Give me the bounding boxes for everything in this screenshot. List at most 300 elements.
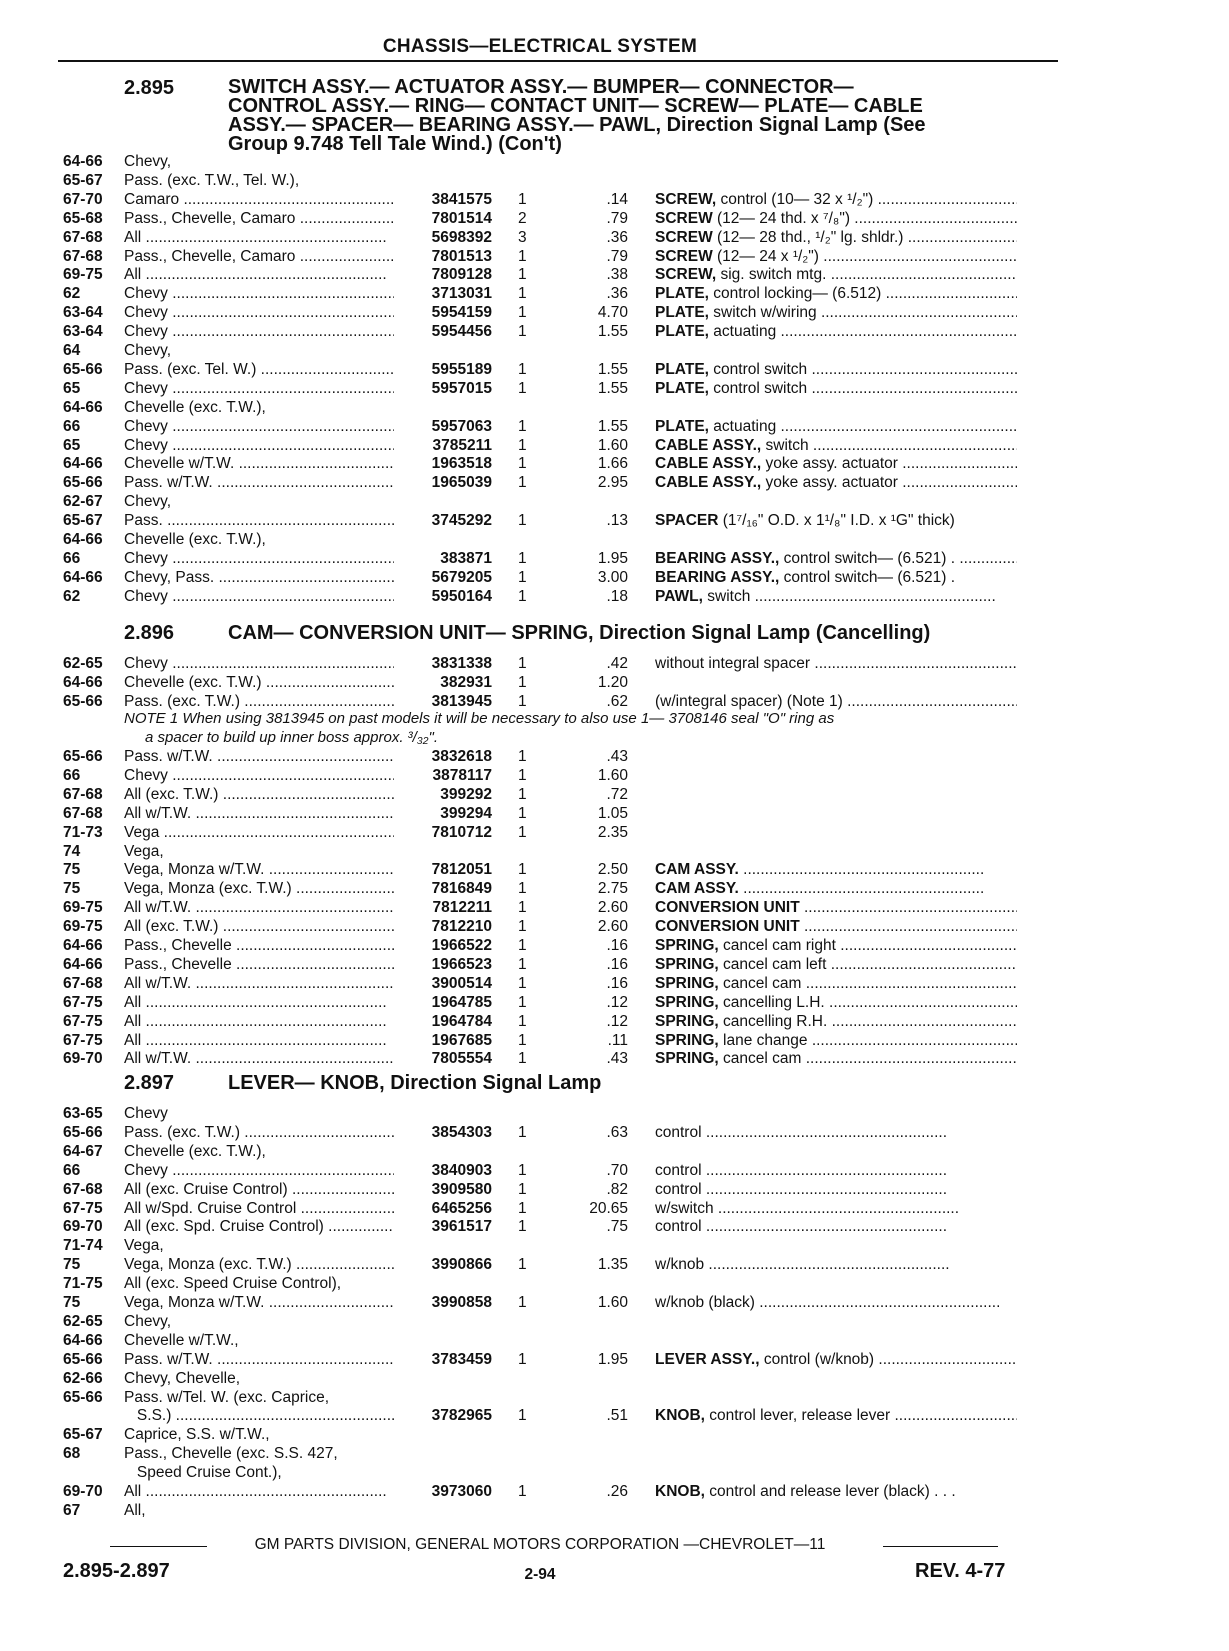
quantity: 1	[518, 285, 527, 303]
quantity: 1	[518, 379, 527, 397]
quantity: 1	[518, 247, 527, 265]
application: All w/T.W. .....	[124, 974, 394, 993]
part-name: PAWL,	[655, 587, 703, 605]
price: 1.35	[597, 1256, 628, 1274]
model-years: 65-66	[63, 748, 103, 765]
quantity: 1	[518, 655, 527, 672]
description	[655, 303, 1017, 322]
price: 2.35	[597, 823, 628, 841]
description	[655, 587, 1017, 606]
application: Chevy .....	[124, 284, 394, 303]
title-line: SWITCH ASSY.— ACTUATOR ASSY.— BUMPER— CONNECTOR—	[228, 76, 854, 98]
model-years: 69-70	[63, 1483, 103, 1500]
quantity: 2	[518, 209, 527, 227]
part-name: CABLE ASSY.,	[655, 474, 762, 492]
application: Vega,	[124, 1237, 164, 1255]
part-number: 3813945	[431, 692, 492, 710]
price: .43	[606, 1050, 628, 1068]
part-name: LEVER ASSY.,	[655, 1350, 760, 1368]
quantity: 1	[518, 1199, 527, 1217]
application: Speed Cruise Cont.),	[124, 1464, 282, 1482]
part-detail: (w/integral spacer) (Note 1)	[655, 692, 843, 710]
model-years: 63-64	[63, 304, 103, 322]
application: All (exc. Spd. Cruise Control) .....	[124, 1217, 394, 1236]
quantity: 1	[518, 955, 527, 973]
section-2895-number: 2.895	[124, 77, 175, 99]
price: .79	[606, 209, 628, 227]
quantity: 1	[518, 804, 527, 822]
model-years: 68	[63, 1445, 81, 1463]
part-number: 399294	[440, 804, 492, 822]
model-years: 62-67	[63, 493, 103, 511]
quantity: 1	[518, 993, 527, 1011]
part-detail: control switch	[708, 379, 808, 397]
quantity: 1	[518, 587, 527, 605]
description	[655, 879, 1017, 898]
quantity: 1	[518, 512, 527, 530]
part-number: 3785211	[432, 436, 492, 454]
part-name: SCREW,	[655, 190, 717, 208]
part-number: 3745292	[431, 512, 492, 530]
price: .12	[606, 1012, 628, 1030]
model-years: 69-70	[63, 1050, 103, 1068]
quantity: 1	[518, 673, 527, 691]
model-years: 69-75	[63, 266, 103, 284]
part-detail: yoke assy. actuator	[761, 474, 898, 492]
quantity: 1	[518, 937, 527, 954]
description	[655, 473, 1017, 492]
model-years: 65-66	[63, 1123, 103, 1141]
part-detail: control (10— 32 x ¹/₂")	[716, 190, 874, 208]
quantity: 1	[518, 474, 527, 492]
price: .11	[607, 1031, 628, 1049]
price: 2.60	[597, 918, 628, 936]
application: Chevy .....	[124, 379, 394, 398]
part-detail: control (w/knob)	[759, 1350, 875, 1368]
part-number: 5957063	[431, 417, 492, 435]
price: .16	[606, 937, 628, 954]
part-detail: cancelling L.H.	[718, 993, 825, 1011]
application: Vega, Monza (exc. T.W.) .....	[124, 879, 394, 898]
price: .79	[606, 247, 628, 265]
application: Chevy .....	[124, 1161, 394, 1180]
model-years: 64-66	[63, 153, 103, 170]
application: Pass. w/Tel. W. (exc. Caprice,	[124, 1388, 329, 1406]
part-number: 5954456	[431, 323, 492, 341]
application: All .....	[124, 1031, 394, 1050]
part-number: 1966523	[431, 955, 492, 973]
quantity: 1	[518, 549, 527, 567]
quantity: 1	[518, 266, 527, 284]
model-years: 64-67	[63, 1142, 103, 1160]
application: Pass. (exc. Tel. W.) .....	[124, 360, 394, 379]
price: .16	[606, 974, 628, 992]
part-detail: switch w/wiring	[708, 304, 817, 322]
footer-revision: REV. 4-77	[915, 1560, 1006, 1582]
application: All .....	[124, 265, 394, 284]
model-years: 67-75	[63, 1199, 103, 1217]
application: Chevy,	[124, 493, 172, 511]
application: Pass. (exc. T.W.) .....	[124, 1123, 394, 1142]
quantity: 1	[518, 692, 527, 710]
part-number: 3878117	[432, 766, 492, 784]
part-detail: sig. switch mtg.	[716, 266, 827, 284]
description	[655, 917, 1017, 936]
part-detail: control lever, release lever	[704, 1407, 891, 1425]
application: All w/T.W. .....	[124, 804, 394, 823]
model-years: 65-67	[63, 512, 103, 530]
part-detail: cancel cam	[718, 1050, 802, 1068]
model-years: 66	[63, 1161, 81, 1179]
part-detail: (12— 24 x ¹/₂")	[712, 247, 819, 265]
part-name: CABLE ASSY.,	[655, 436, 762, 454]
application: Pass. (exc. T.W.) .....	[124, 692, 394, 711]
part-detail: w/knob	[655, 1256, 705, 1274]
application: All (exc. T.W.) .....	[124, 785, 394, 804]
model-years: 64	[63, 342, 81, 359]
application: Chevelle (exc. T.W.),	[124, 398, 266, 416]
part-name: SCREW,	[655, 266, 717, 284]
section-2897-title: LEVER— KNOB, Direction Signal Lamp	[228, 1072, 602, 1094]
part-number: 3961517	[431, 1218, 492, 1236]
part-number: 382931	[440, 673, 492, 691]
part-number: 3782965	[431, 1407, 492, 1425]
title-line: ASSY.— SPACER— BEARING ASSY.— PAWL, Direction Signal Lamp (See	[228, 114, 926, 136]
description	[655, 1406, 1017, 1425]
price: 1.95	[597, 549, 628, 567]
application: Camaro .....	[124, 190, 394, 209]
description	[655, 1350, 1017, 1369]
section-2896-number: 2.896	[124, 622, 175, 644]
part-name: CONVERSION UNIT	[655, 918, 800, 936]
application: Chevelle (exc. T.W.),	[124, 531, 266, 548]
part-number: 3990858	[431, 1294, 492, 1311]
part-detail: lane change	[718, 1031, 808, 1049]
model-years: 67-68	[63, 804, 103, 822]
model-years: 65	[63, 436, 81, 454]
price: .42	[606, 655, 628, 672]
description	[655, 654, 1017, 673]
quantity: 1	[518, 1161, 527, 1179]
section-2896-title: CAM— CONVERSION UNIT— SPRING, Direction Signal Lamp (Cancelling)	[228, 622, 931, 644]
part-detail: control	[655, 1218, 702, 1236]
price: 1.95	[597, 1350, 628, 1368]
description	[655, 511, 1017, 530]
part-detail: switch	[761, 436, 809, 454]
quantity: 1	[518, 1483, 527, 1500]
part-detail: control locking— (6.512)	[708, 285, 882, 303]
part-name: SPRING,	[655, 1031, 719, 1049]
part-name: SCREW	[655, 247, 713, 265]
part-name: SCREW	[655, 209, 713, 227]
model-years: 65-67	[63, 1426, 103, 1444]
model-years: 64-66	[63, 455, 103, 473]
application: All .....	[124, 1012, 394, 1031]
model-years: 64-66	[63, 673, 103, 691]
quantity: 1	[518, 360, 527, 378]
application: Chevelle w/T.W. .....	[124, 454, 394, 473]
part-detail: control	[655, 1161, 702, 1179]
quantity: 1	[518, 766, 527, 784]
application: Pass., Chevelle, Camaro .....	[124, 247, 394, 266]
model-years: 62	[63, 285, 81, 303]
description	[655, 1199, 1017, 1218]
part-number: 5957015	[431, 379, 492, 397]
note-line: a spacer to build up inner boss approx. ³/₃₂".	[145, 729, 438, 746]
application: Vega, Monza w/T.W. .....	[124, 1293, 394, 1312]
part-number: 6465256	[431, 1199, 492, 1217]
part-name: BEARING ASSY.,	[655, 549, 780, 567]
part-detail: cancel cam right	[718, 937, 836, 954]
application: Pass. (exc. T.W., Tel. W.),	[124, 171, 300, 189]
description	[655, 322, 1017, 341]
price: 1.55	[597, 379, 628, 397]
part-number: 3854303	[431, 1123, 492, 1141]
description	[655, 436, 1017, 455]
application: Chevy,	[124, 342, 172, 359]
application: Chevy,	[124, 1312, 172, 1330]
price: .51	[606, 1407, 628, 1425]
model-years: 65-68	[63, 209, 103, 227]
model-years: 67-68	[63, 974, 103, 992]
application: Chevelle (exc. T.W.) .....	[124, 673, 394, 692]
part-detail: cancel cam	[718, 974, 802, 992]
application: Chevy .....	[124, 436, 394, 455]
part-number: 1964785	[431, 993, 492, 1011]
price: .14	[606, 190, 628, 208]
part-number: 7812051	[431, 861, 492, 879]
application: All (exc. Speed Cruise Control),	[124, 1275, 342, 1293]
page-title: CHASSIS—ELECTRICAL SYSTEM	[382, 36, 698, 57]
part-name: SPRING,	[655, 1050, 719, 1068]
price: 1.55	[597, 417, 628, 435]
part-number: 7816849	[431, 880, 492, 898]
description	[655, 228, 1017, 247]
model-years: 67-68	[63, 228, 103, 246]
part-detail: control	[655, 1123, 702, 1141]
description	[655, 568, 1017, 587]
model-years: 67-68	[63, 247, 103, 265]
price: .63	[606, 1123, 628, 1141]
model-years: 65-66	[63, 692, 103, 710]
part-number: 7809128	[431, 266, 492, 284]
part-number: 7810712	[431, 823, 492, 841]
part-detail: cancel cam left	[718, 955, 827, 973]
application: Pass., Chevelle, Camaro .....	[124, 209, 394, 228]
description	[655, 1293, 1017, 1312]
quantity: 1	[518, 1031, 527, 1049]
price: 1.55	[597, 360, 628, 378]
application: Pass. w/T.W. .....	[124, 747, 394, 766]
quantity: 1	[518, 304, 527, 322]
part-detail: control and release lever (black) . . .	[704, 1483, 956, 1500]
description	[655, 190, 1017, 209]
application: Vega, Monza w/T.W. .....	[124, 860, 394, 879]
model-years: 67	[63, 1501, 81, 1519]
model-years: 64-66	[63, 398, 103, 416]
quantity: 1	[518, 1123, 527, 1141]
part-detail: w/switch	[655, 1199, 714, 1217]
part-name: SPACER	[655, 512, 719, 530]
model-years: 66	[63, 417, 81, 435]
description	[655, 265, 1017, 284]
description	[655, 955, 1017, 974]
application: All (exc. T.W.) .....	[124, 917, 394, 936]
application: Chevy, Chevelle,	[124, 1369, 241, 1387]
price: .70	[606, 1161, 628, 1179]
price: 4.70	[597, 304, 628, 322]
part-number: 3783459	[431, 1350, 492, 1368]
section-2897-number: 2.897	[124, 1072, 175, 1094]
part-number: 3841575	[431, 190, 492, 208]
description	[655, 1255, 1017, 1274]
model-years: 62-65	[63, 1312, 103, 1330]
model-years: 67-75	[63, 1031, 103, 1049]
part-detail: control switch	[708, 360, 808, 378]
part-number: 7812210	[431, 918, 492, 936]
model-years: 67-75	[63, 1012, 103, 1030]
model-years: 67-70	[63, 190, 103, 208]
footer-publisher: GM PARTS DIVISION, GENERAL MOTORS CORPORATION —CHEVROLET—11	[254, 1536, 826, 1553]
description	[655, 454, 1017, 473]
price: .26	[606, 1483, 628, 1500]
part-detail: yoke assy. actuator	[761, 455, 898, 473]
application: Chevy .....	[124, 587, 394, 606]
model-years: 75	[63, 1294, 81, 1311]
application: Chevy .....	[124, 322, 394, 341]
description	[655, 247, 1017, 266]
application: Pass. w/T.W. .....	[124, 1350, 394, 1369]
application: Pass., Chevelle .....	[124, 936, 394, 955]
part-number: 3973060	[431, 1483, 492, 1500]
part-name: PLATE,	[655, 360, 709, 378]
part-number: 3840903	[431, 1161, 492, 1179]
footer-page-number: 2-94	[524, 1566, 556, 1583]
price: 1.60	[597, 436, 628, 454]
title-line: CONTROL ASSY.— RING— CONTACT UNIT— SCREW— PLATE— CABLE	[228, 95, 923, 117]
application: Caprice, S.S. w/T.W.,	[124, 1426, 270, 1444]
part-number: 3832618	[431, 748, 492, 765]
part-number: 7812211	[432, 899, 492, 917]
model-years: 63-64	[63, 323, 103, 341]
price: .75	[606, 1218, 628, 1236]
part-name: KNOB,	[655, 1483, 705, 1500]
model-years: 69-75	[63, 899, 103, 917]
part-number: 5955189	[431, 360, 492, 378]
quantity: 1	[518, 918, 527, 936]
price: 3.00	[597, 568, 628, 586]
part-number: 5954159	[431, 304, 492, 322]
part-detail: switch	[702, 587, 751, 605]
model-years: 66	[63, 549, 81, 567]
description	[655, 993, 1017, 1012]
quantity: 1	[518, 323, 527, 341]
price: 1.55	[597, 323, 628, 341]
part-number: 7805554	[431, 1050, 492, 1068]
description	[655, 1217, 1017, 1236]
model-years: 69-75	[63, 918, 103, 936]
description	[655, 379, 1017, 398]
quantity: 1	[518, 1218, 527, 1236]
part-number: 1966522	[431, 937, 492, 954]
description	[655, 549, 1017, 568]
description	[655, 898, 1017, 917]
model-years: 63-65	[63, 1105, 103, 1122]
application: Vega, Monza (exc. T.W.) .....	[124, 1255, 394, 1274]
section-2895-title	[228, 78, 1028, 154]
price: .12	[606, 993, 628, 1011]
part-name: BEARING ASSY.,	[655, 568, 780, 586]
price: 1.20	[597, 673, 628, 691]
model-years: 75	[63, 861, 81, 879]
model-years: 64-66	[63, 1331, 103, 1349]
part-detail: cancelling R.H.	[718, 1012, 828, 1030]
part-number: 1965039	[431, 474, 492, 492]
description	[655, 1180, 1017, 1199]
application: Chevy .....	[124, 549, 394, 568]
application: Chevy .....	[124, 766, 394, 785]
description	[655, 692, 1017, 711]
quantity: 1	[518, 1256, 527, 1274]
model-years: 65-66	[63, 1350, 103, 1368]
application: Chevelle w/T.W.,	[124, 1331, 239, 1349]
part-name: SPRING,	[655, 993, 719, 1011]
part-name: SCREW	[655, 228, 713, 246]
part-detail: control switch— (6.521) .	[779, 549, 956, 567]
application: Vega .....	[124, 823, 394, 842]
part-detail: without integral spacer	[655, 655, 811, 672]
application: All (exc. Cruise Control) .....	[124, 1180, 394, 1199]
application: Chevy .....	[124, 654, 394, 673]
price: 1.66	[597, 455, 628, 473]
price: 2.75	[597, 880, 628, 898]
price: .36	[606, 285, 628, 303]
quantity: 1	[518, 436, 527, 454]
quantity: 1	[518, 748, 527, 765]
model-years: 66	[63, 766, 81, 784]
price: 2.60	[597, 899, 628, 917]
part-name: PLATE,	[655, 323, 709, 341]
model-years: 69-70	[63, 1218, 103, 1236]
application: Chevy,	[124, 153, 172, 170]
application: All,	[124, 1501, 146, 1519]
quantity: 1	[518, 417, 527, 435]
model-years: 65-66	[63, 360, 103, 378]
model-years: 62-66	[63, 1369, 103, 1387]
quantity: 1	[518, 880, 527, 898]
price: 1.05	[597, 804, 628, 822]
model-years: 64-66	[63, 955, 103, 973]
part-detail: w/knob (black)	[655, 1294, 755, 1311]
model-years: 67-68	[63, 785, 103, 803]
application: All w/Spd. Cruise Control .....	[124, 1199, 394, 1218]
title-line: Group 9.748 Tell Tale Wind.) (Con't)	[228, 133, 562, 155]
part-number: 5950164	[431, 587, 492, 605]
part-name: CONVERSION UNIT	[655, 899, 800, 917]
part-number: 5679205	[431, 568, 492, 586]
part-name: PLATE,	[655, 417, 709, 435]
quantity: 1	[518, 899, 527, 917]
price: .18	[606, 587, 628, 605]
application: Pass. .....	[124, 511, 394, 530]
part-detail: actuating	[708, 417, 777, 435]
part-number: 5698392	[431, 228, 492, 246]
price: .36	[606, 228, 628, 246]
part-number: 3990866	[431, 1256, 492, 1274]
model-years: 67-75	[63, 993, 103, 1011]
application: Chevelle (exc. T.W.),	[124, 1142, 266, 1160]
description	[655, 936, 1017, 955]
